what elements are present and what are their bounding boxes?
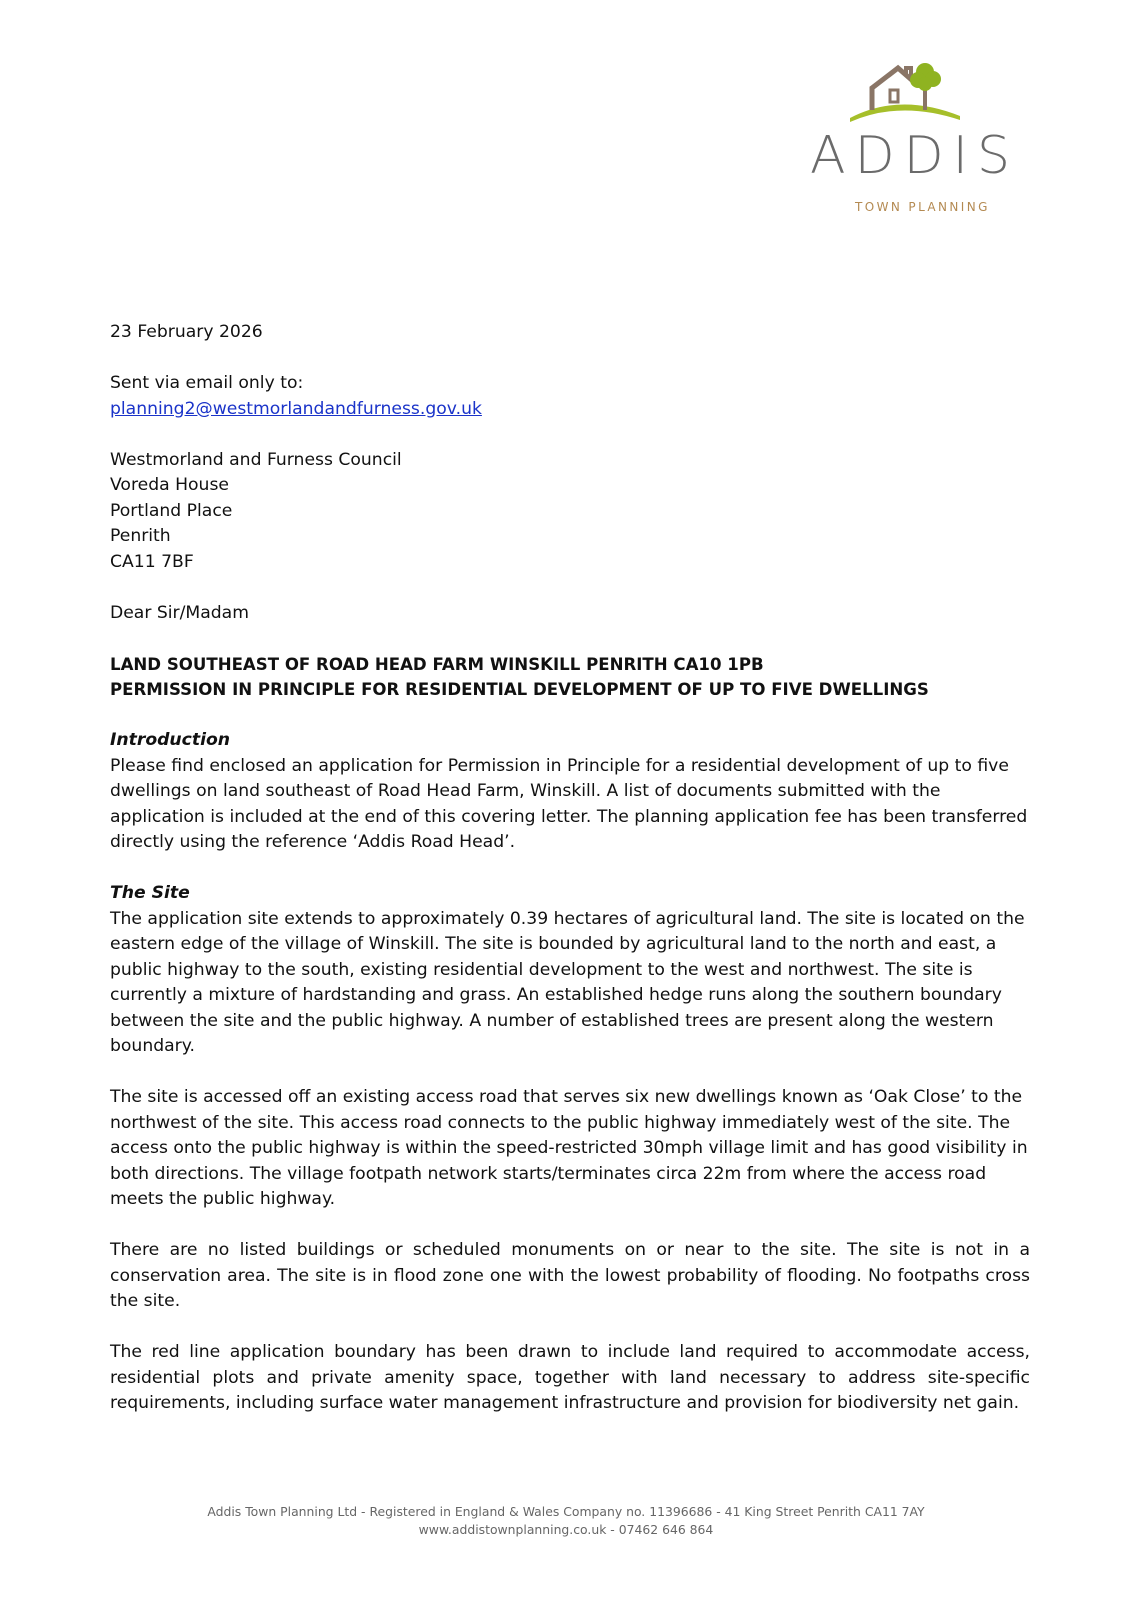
logo-wordmark: ADDIS: [810, 126, 1019, 186]
recipient-address: [110, 448, 1030, 576]
house-tree-icon: [810, 60, 1040, 130]
introduction-paragraph: Please find enclosed an application for Permission in Principle for a residential development of up to five dwellings on land southeast of Road Head Farm, Winskill. A list of documents submitted with the application is included at the end of this covering letter. The planning application fee has been transferred directly using the reference ‘Addis Road Head’.: [110, 755, 1028, 852]
subject-heading-line-2: PERMISSION IN PRINCIPLE FOR RESIDENTIAL DEVELOPMENT OF UP TO FIVE DWELLINGS: [110, 680, 929, 699]
recipient-email-link[interactable]: planning2@westmorlandandfurness.gov.uk: [110, 398, 482, 419]
site-paragraph-1: The application site extends to approximately 0.39 hectares of agricultural land. The site is located on the eastern edge of the village of Winskill. The site is bounded by agricultural land to the north and east, a public highway to the south, existing residential development to the west and northwest. The site is currently a mixture of hardstanding and grass. An established hedge runs along the southern boundary between the site and the public highway. A number of established trees are present along the western boundary.: [110, 908, 1025, 1056]
company-logo: [810, 60, 1040, 220]
section-title-introduction: Introduction: [110, 730, 231, 750]
address-line: Portland Place: [110, 500, 233, 521]
sent-via-line: Sent via email only to:: [110, 373, 304, 393]
site-paragraph-4: The red line application boundary has been drawn to include land required to accommodate access, residential plots and private amenity space, together with land necessary to address site-specific requirements, including surface water management infrastructure and provision for biodiversity net gain.: [110, 1342, 1030, 1413]
footer-company-line: Addis Town Planning Ltd - Registered in England & Wales Company no. 11396686 - 41 King Street Penrith CA11 7AY: [207, 1504, 925, 1519]
section-title-site: The Site: [110, 883, 190, 903]
address-line: Westmorland and Furness Council: [110, 449, 402, 470]
address-line: Voreda House: [110, 475, 229, 495]
site-paragraph-2: The site is accessed off an existing access road that serves six new dwellings known as ‘Oak Close’ to the northwest of the site. This access road connects to the public highway immediately west of the site. The access onto the public highway is within the speed-restricted 30mph village limit and has good visibility in both directions. The village footpath network starts/terminates circa 22m from where the access road meets the public highway.: [110, 1087, 1028, 1209]
page-footer: [0, 1503, 1132, 1539]
site-paragraph-3: There are no listed buildings or scheduled monuments on or near to the site. The site is not in a conservation area. The site is in flood zone one with the lowest probability of flooding. No footpaths cross the site.: [110, 1240, 1030, 1311]
letter-body: [110, 320, 1030, 1417]
subject-heading-line-1: LAND SOUTHEAST OF ROAD HEAD FARM WINSKILL PENRITH CA10 1PB: [110, 654, 764, 674]
address-line: CA11 7BF: [110, 551, 194, 572]
address-line: Penrith: [110, 526, 171, 546]
salutation: Dear Sir/Madam: [110, 602, 249, 623]
logo-tagline: TOWN PLANNING: [855, 200, 990, 214]
footer-contact-line: www.addistownplanning.co.uk - 07462 646 864: [418, 1522, 714, 1537]
letter-date: 23 February 2026: [110, 322, 263, 342]
